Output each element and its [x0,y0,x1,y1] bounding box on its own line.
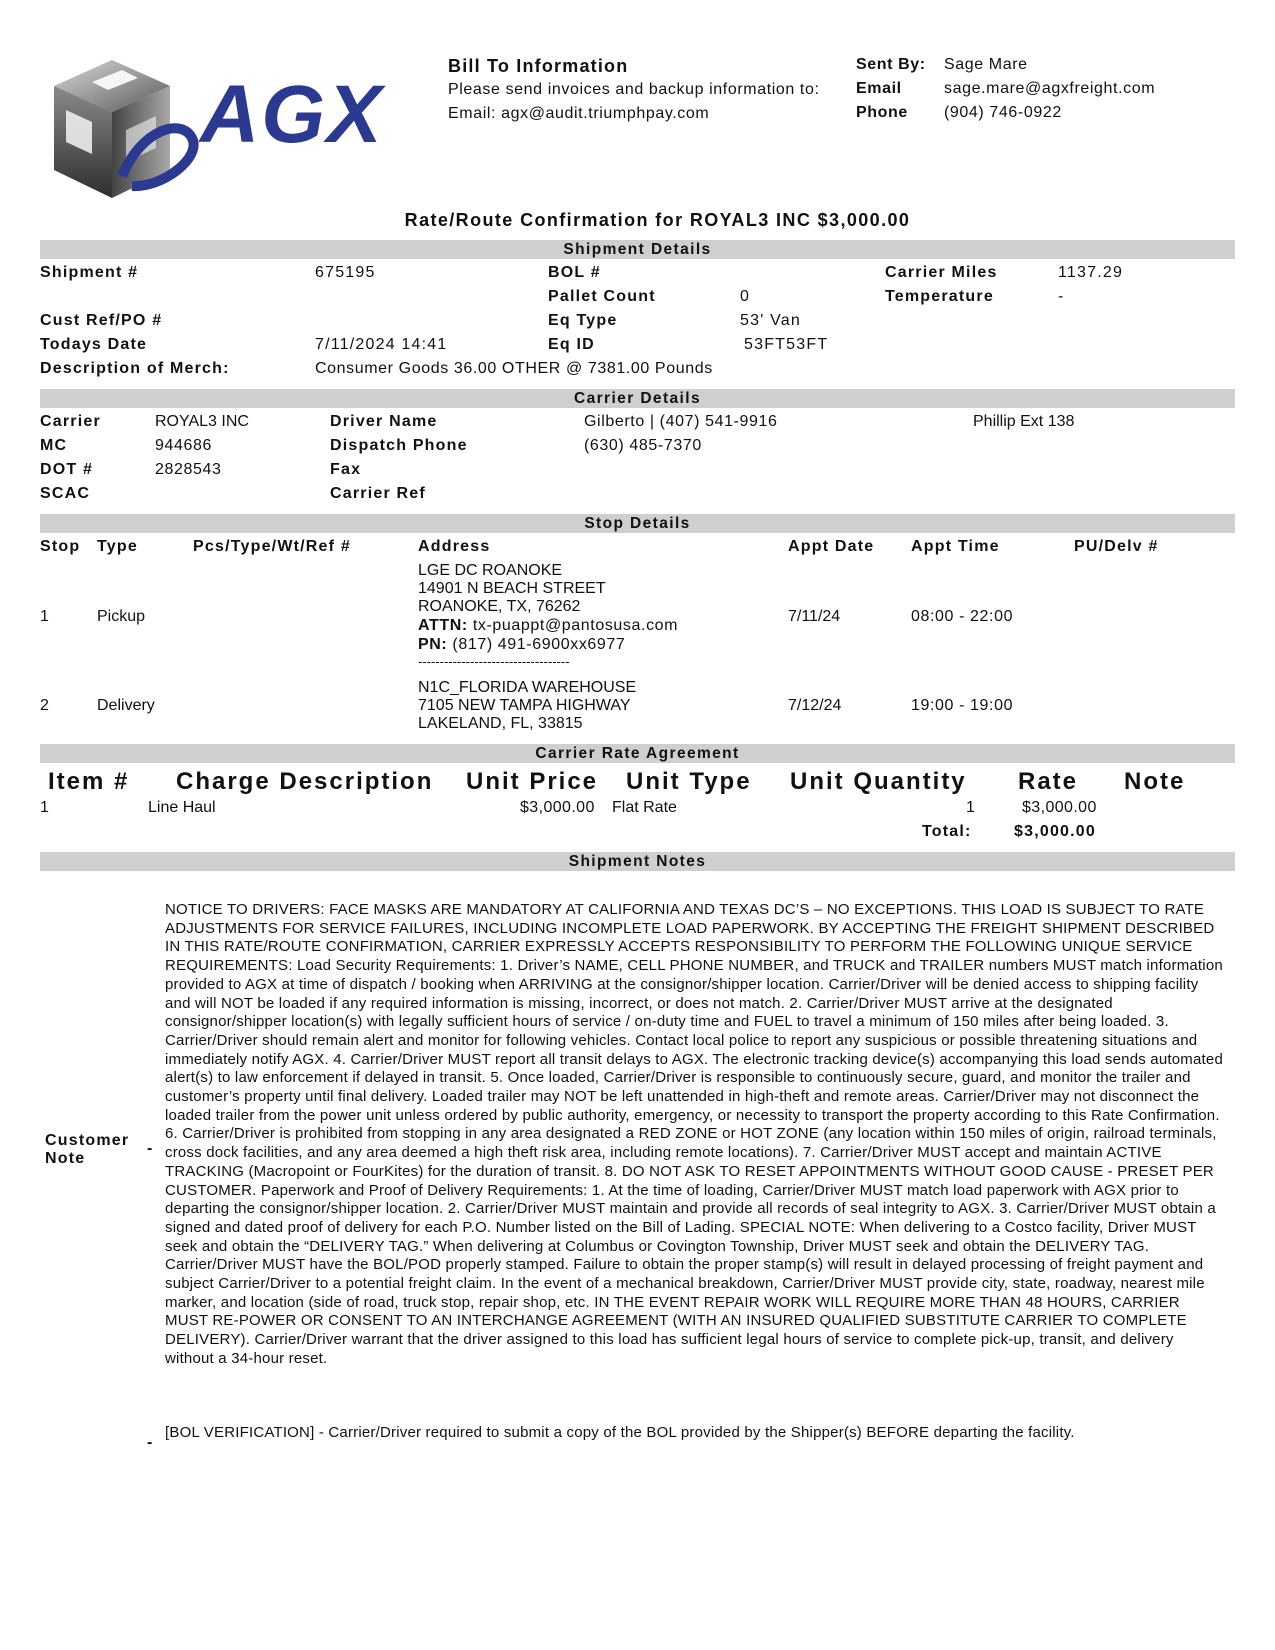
unit-price-header: Unit Price [466,768,599,795]
mc-value: 944686 [155,437,212,454]
sent-by-label: Sent By: [856,56,926,73]
attn-value[interactable]: tx-puappt@pantosusa.com [472,617,679,634]
stop-2-time: 19:00 - 19:00 [911,697,1014,714]
todays-date-label: Todays Date [40,336,148,353]
rate-row-qty: 1 [966,799,975,816]
rate-row-price: $3,000.00 [520,799,595,816]
dispatch-phone-label: Dispatch Phone [330,437,468,454]
carrier-label: Carrier [40,413,101,430]
carrier-ref-label: Carrier Ref [330,485,426,502]
type-header: Type [97,538,138,555]
shipment-label: Shipment # [40,264,139,281]
stop-1-date: 7/11/24 [788,608,841,625]
stop-2-date: 7/12/24 [788,697,842,714]
rate-row-item: 1 [40,799,49,816]
temperature-label: Temperature [885,288,994,305]
customer-note-label-2: Note [45,1150,86,1167]
shipment-value: 675195 [315,264,376,281]
customer-note-label-1: Customer [45,1132,130,1149]
driver-name-label: Driver Name [330,413,438,430]
stop-2-addr3: LAKELAND, FL, 33815 [418,715,583,732]
rate-header: Rate [1018,768,1079,795]
stop-2-number: 2 [40,697,49,714]
pn-label: PN: [418,636,448,653]
todays-date-value: 7/11/2024 14:41 [315,336,448,353]
unit-qty-header: Unit Quantity [790,768,967,795]
stop-details-bar: Stop Details [40,514,1235,533]
stop-2-addr2: 7105 NEW TAMPA HIGHWAY [418,697,631,714]
dispatch-phone-value: (630) 485-7370 [584,437,702,454]
phone-value: (904) 746-0922 [944,104,1062,121]
stop-1-pn [418,636,625,654]
temperature-value: - [1058,288,1065,305]
rate-row-rate: $3,000.00 [1022,799,1097,816]
bol-label: BOL # [548,264,601,281]
stop-separator: ----------------------------------- [418,654,570,669]
appt-date-header: Appt Date [788,538,875,555]
bill-to-line1: Please send invoices and backup information to: [448,81,820,98]
email-value[interactable]: sage.mare@agxfreight.com [944,80,1156,97]
item-header: Item # [48,768,130,795]
carrier-details-bar: Carrier Details [40,389,1235,408]
email-label: Email [856,80,902,97]
stop-1-attn [418,617,678,635]
phone-label: Phone [856,104,908,121]
address-header: Address [418,538,491,555]
stop-1-addr3: ROANOKE, TX, 76262 [418,598,581,615]
note-header: Note [1124,768,1186,795]
stop-1-type: Pickup [97,608,146,625]
bill-to-email: Email: agx@audit.triumphpay.com [448,105,710,122]
logo-text: AGX [200,69,384,160]
total-label: Total: [922,823,972,840]
scac-label: SCAC [40,485,91,502]
pu-delv-header: PU/Delv # [1074,538,1159,555]
stop-header: Stop [40,538,81,555]
cust-ref-label: Cust Ref/PO # [40,312,163,329]
eq-type-value: 53' Van [740,312,801,329]
customer-note-dash: - [147,1140,153,1157]
driver-name-value: Gilberto | (407) 541-9916 [584,413,778,430]
rate-row-unit-type: Flat Rate [612,799,677,816]
driver-extra: Phillip Ext 138 [973,413,1075,430]
pallet-value: 0 [740,288,751,305]
eq-type-label: Eq Type [548,312,618,329]
attn-label: ATTN: [418,617,468,634]
bol-note-dash: - [147,1434,153,1451]
stop-1-number: 1 [40,608,49,625]
fax-label: Fax [330,461,362,478]
mc-label: MC [40,437,68,454]
customer-note-text: NOTICE TO DRIVERS: FACE MASKS ARE MANDATORY AT CALIFORNIA AND TEXAS DC’S – NO EXCEPTIONS. THIS LOAD IS SUBJECT TO RATE ADJUSTMENTS FOR SERVICE FAILURES, INCLUDING INCOMPLETE LOAD PAPERWORK. BY ACCEPTING THE FREIGHT SHIPMENT DESCRIBED IN THIS RATE/ROUTE CONFIRMATION, CARRIER EXPRESSLY ACCEPTS RESPONSIBILITY TO PERFORM THE FOLLOWING UNIQUE SERVICE REQUIREMENTS: Load Security Requirements: 1. Driver’s NAME, CELL PHONE NUMBER, and TRUCK and TRAILER numbers MUST match information provided to AGX at time of dispatch / booking when ARRIVING at the consignor/shipper location. Carrier/Driver will be denied access to shipping facility and will NOT be loaded if any required information is missing, incorrect, or does not match. 2. Carrier/Driver MUST arrive at the designated consignor/shipper location(s) with legally sufficient hours of service / on-duty time and FUEL to travel a minimum of 150 miles after being loaded. 3. Carrier/Driver should remain alert and monitor for following vehicles. Contact local police to report any suspicious or possible threatening situations and immediately notify AGX. 4. Carrier/Driver MUST report all transit delays to AGX. The electronic tracking device(s) accompanying this load sends automated alert(s) to law enforcement if delayed in transit. 5. Once loaded, Carrier/Driver is responsible to continuously secure, guard, and monitor the trailer and customer’s property until final delivery. Loaded trailer may NOT be left unattended in high-theft and remote areas. Carrier/Driver may not disconnect the loaded trailer from the power unit unless ordered by public authority, emergency, or necessity to transport the property according to this Rate Confirmation. 6. Carrier/Driver is prohibited from stopping in any area designated a RED ZONE or HOT ZONE (any location within 150 miles of origin, railroad terminals, cross dock facilities, and any area deemed a high theft risk area, including remote locations). 7. Carrier/Driver MUST accept and maintain ACTIVE TRACKING (Macropoint or FourKites) for the duration of transit. 8. DO NOT ASK TO RESET APPOINTMENTS WITHOUT GOOD CAUSE - PRESET PER CUSTOMER. Paperwork and Proof of Delivery Requirements: 1. At the time of loading, Carrier/Driver MUST match load paperwork with AGX prior to departing the consignor/shipper location. 2. Carrier/Driver MUST maintain and provide all records of seal integrity to AGX. 3. Carrier/Driver MUST obtain a signed and dated proof of delivery for each P.O. Number listed on the Bill of Lading. SPECIAL NOTE: When delivering to a Costco facility, Driver MUST seek and obtain the “DELIVERY TAG.” When delivering at Columbus or Covington Township, Driver MUST seek and obtain the DELIVERY TAG. Carrier/Driver MUST have the BOL/POD properly stamped. Failure to obtain the proper stamp(s) will result in delayed processing of freight payment and subject Carrier/Driver to a potential freight claim. In the event of a mechanical breakdown, Carrier/Driver MUST provide city, state, roadway, nearest mile marker, and location (side of road, truck stop, repair shop, etc. IN THE EVENT REPAIR WORK WILL REQUIRE MORE THAN 48 HOURS, CARRIER MUST RE-POWER OR CONSENT TO AN INTERCHANGE AGREEMENT (WITH AN INSURED QUALIFIED SUBSTITUTE CARRIER TO COMPLETE DELIVERY). Carrier/Driver warrant that the driver assigned to this load has sufficient legal hours of service to complete pick-up, transit, and delivery without a 34-hour reset. [165,901,1223,1367]
carrier-value: ROYAL3 INC [155,413,249,430]
stop-1-time: 08:00 - 22:00 [911,608,1014,625]
pn-value: (817) 491-6900xx6977 [452,636,626,653]
stop-2-type: Delivery [97,697,155,714]
stop-2-addr1: N1C_FLORIDA WAREHOUSE [418,679,637,696]
shipment-details-bar: Shipment Details [40,240,1235,259]
stop-1-addr2: 14901 N BEACH STREET [418,580,606,597]
merch-value: Consumer Goods 36.00 OTHER @ 7381.00 Pounds [315,360,713,377]
appt-time-header: Appt Time [911,538,1000,555]
dot-value: 2828543 [155,461,222,478]
carrier-miles-label: Carrier Miles [885,264,998,281]
unit-type-header: Unit Type [626,768,752,795]
dot-label: DOT # [40,461,94,478]
eq-id-label: Eq ID [548,336,595,353]
page-title: Rate/Route Confirmation for ROYAL3 INC $3,000.00 [404,210,911,230]
charge-desc-header: Charge Description [176,768,434,795]
carrier-miles-value: 1137.29 [1058,264,1124,281]
pallet-label: Pallet Count [548,288,656,305]
stop-1-addr1: LGE DC ROANOKE [418,562,563,579]
bol-verification-note: [BOL VERIFICATION] - Carrier/Driver required to submit a copy of the BOL provided by the Shipper(s) BEFORE departing the facility. [165,1424,1075,1441]
rate-agreement-bar: Carrier Rate Agreement [40,744,1235,763]
shipment-notes-bar: Shipment Notes [40,852,1235,871]
rate-row-desc: Line Haul [148,799,216,816]
sent-by-value: Sage Mare [944,56,1028,73]
bill-to-title: Bill To Information [448,56,629,76]
eq-id-value: 53FT53FT [744,336,829,353]
pcs-header: Pcs/Type/Wt/Ref # [193,538,351,555]
merch-label: Description of Merch: [40,360,230,377]
total-value: $3,000.00 [1014,823,1096,840]
